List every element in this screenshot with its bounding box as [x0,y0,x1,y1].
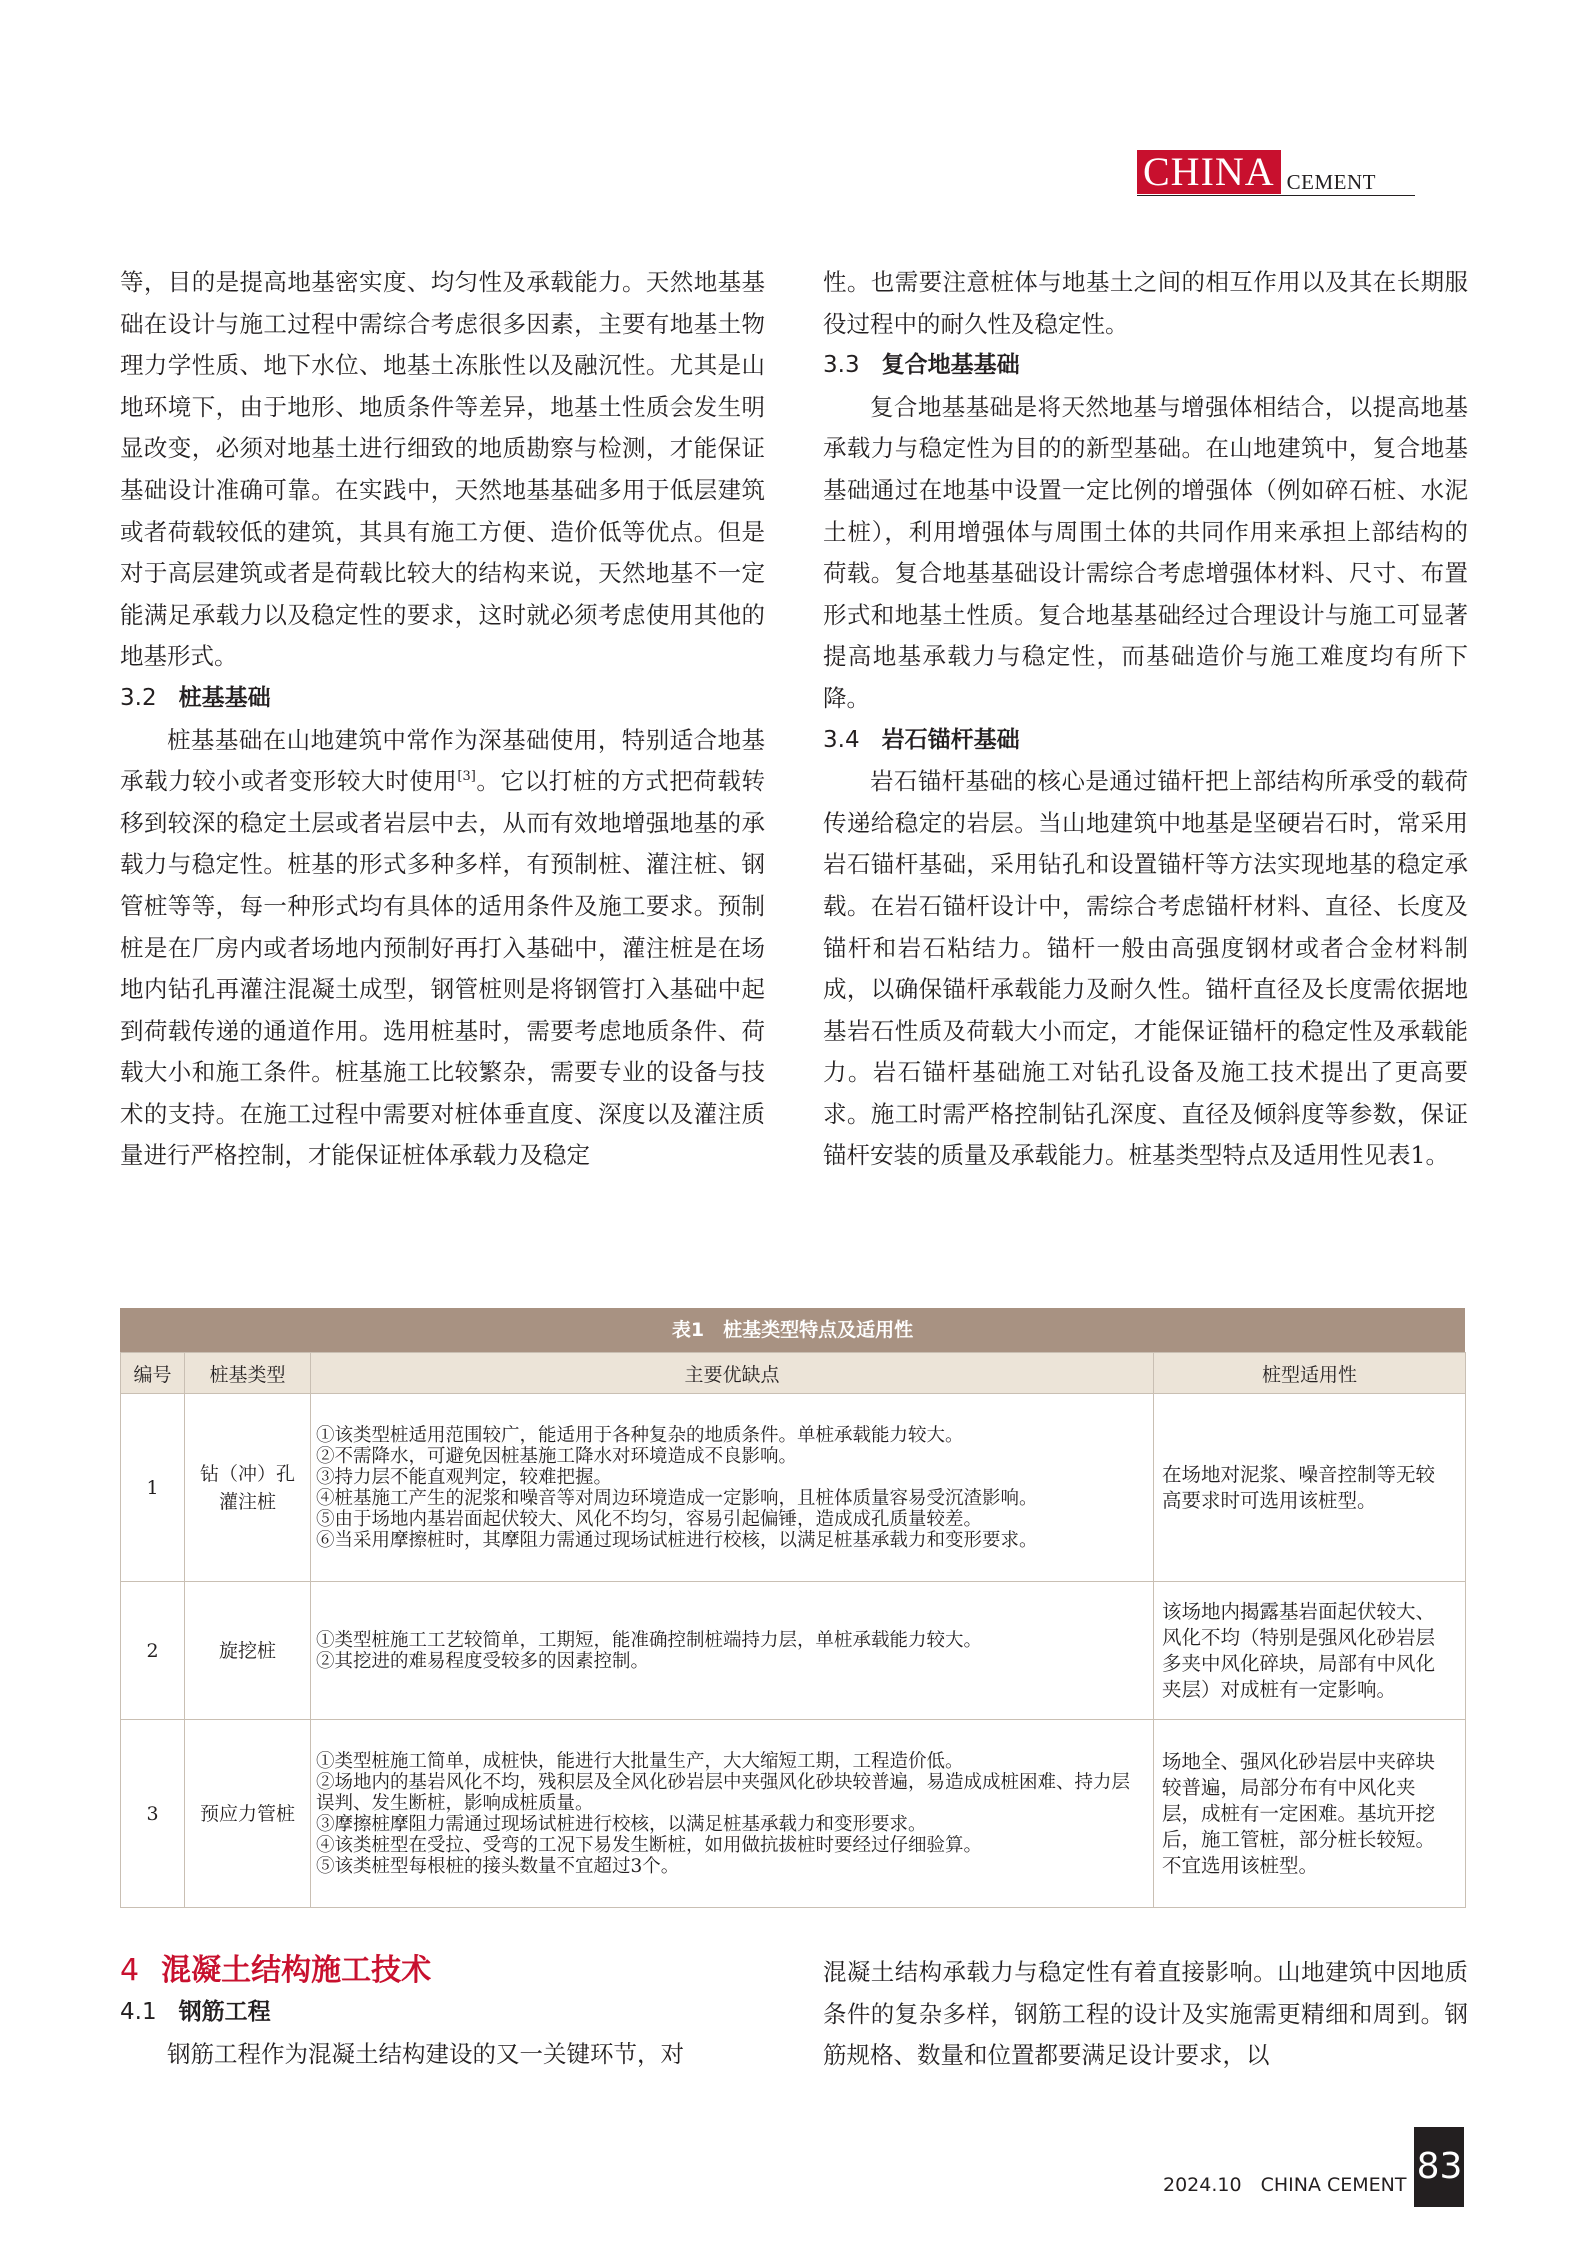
row-number: 2 [121,1582,185,1720]
pile-type-line: 灌注桩 [218,1490,276,1513]
merit-item: ①类型桩施工工艺较简单，工期短，能准确控制桩端持力层，单桩承载能力较大。 [316,1629,983,1651]
section-4-paragraph-right: 混凝土结构承载力与稳定性有着直接影响。山地建筑中因地质条件的复杂多样，钢筋工程的设计及实施需更精细和周到。钢筋规格、数量和位置都要满足设计要求，以 [823,1958,1468,2070]
pile-type-table [120,1308,1465,1908]
section-title: 钢筋工程 [178,1999,271,2025]
masthead-rule [1137,195,1415,196]
section-number: 3.4 [823,726,860,753]
section-heading-3-3 [823,345,1468,387]
header-applicability: 桩型适用性 [1154,1353,1466,1394]
left-paragraph-1: 等，目的是提高地基密实度、均匀性及承载能力。天然地基基础在设计与施工过程中需综合考虑很多因素，主要有地基土物理力学性质、地下水位、地基土冻胀性以及融沉性。尤其是山地环境下，由于地形、地质条件等差异，地基土性质会发生明显改变，必须对地基土进行细致的地质勘察与检测，才能保证基础设计准确可靠。在实践中，天然地基基础多用于低层建筑或者荷载较低的建筑，其具有施工方便、造价低等优点。但是对于高层建筑或者是荷载比较大的结构来说，天然地基不一定能满足承载力以及稳定性的要求，这时就必须考虑使用其他的地基形式。 [120,268,765,671]
footer-issue: 2024.10 CHINA CEMENT [1163,2173,1407,2196]
table-row [121,1394,1466,1582]
masthead [1137,150,1376,194]
merit-item: ②其挖进的难易程度受较多的因素控制。 [316,1650,650,1672]
page-number: 83 [1414,2127,1464,2207]
row-applicability: 场地全、强风化砂岩层中夹碎块较普遍，局部分布有中风化夹层，成桩有一定困难。基坑开挖后，施工管桩，部分桩长较短。不宜选用该桩型。 [1154,1720,1466,1908]
section-heading-3-4 [823,720,1468,762]
row-merits [311,1394,1154,1582]
merit-item: ③摩擦桩摩阻力需通过现场试桩进行校核，以满足桩基承载力和变形要求。 [316,1813,927,1835]
merit-item: ②场地内的基岩风化不均，残积层及全风化砂岩层中夹强风化砂块较普遍，易造成成桩困难、持力层误判、发生断桩，影响成桩质量。 [316,1771,1131,1814]
table-row [121,1582,1466,1720]
row-number: 3 [121,1720,185,1908]
page-footer [1163,2146,1464,2206]
section-title: 混凝土结构施工技术 [161,1953,432,1988]
header-number: 编号 [121,1353,185,1394]
left-paragraph-2 [120,720,765,1178]
table [120,1352,1466,1908]
paragraph-text: 桩基基础在山地建筑中常作为深基础使用，特别适合地基承载力较小或者变形较大时使用 [120,725,765,796]
section-number: 3.3 [823,352,860,379]
row-pile-type [185,1394,311,1582]
merit-item: ⑥当采用摩擦桩时，其摩阻力需通过现场试桩进行校核，以满足桩基承载力和变形要求。 [316,1529,1038,1551]
section-title: 复合地基基础 [881,352,1020,379]
row-merits [311,1720,1154,1908]
section-4-left [120,1950,765,2075]
merit-item: ①类型桩施工简单，成桩快，能进行大批量生产，大大缩短工期，工程造价低。 [316,1750,964,1772]
section-heading-4-1 [120,1992,765,2034]
section-4-right [823,1952,1468,2077]
section-title: 岩石锚杆基础 [881,726,1020,753]
merit-item: ②不需降水，可避免因桩基施工降水对环境造成不良影响。 [316,1445,798,1467]
brand-logo-cement: CEMENT [1286,170,1376,194]
row-pile-type [185,1720,311,1908]
merit-item: ⑤由于场地内基岩面起伏较大、风化不均匀，容易引起偏锤，造成成孔质量较差。 [316,1508,983,1530]
pile-type-line: 旋挖桩 [218,1639,276,1662]
section-number: 4 [120,1953,140,1988]
right-paragraph-1: 性。也需要注意桩体与地基土之间的相互作用以及其在长期服役过程中的耐久性及稳定性。 [823,268,1468,338]
table-row [121,1720,1466,1908]
merit-item: ③持力层不能直观判定，较难把握。 [316,1466,613,1488]
brand-logo-china: CHINA [1137,150,1281,194]
header-pile-type: 桩基类型 [185,1353,311,1394]
section-4-paragraph-left: 钢筋工程作为混凝土结构建设的又一关键环节，对 [167,2039,684,2068]
row-pile-type [185,1582,311,1720]
row-applicability: 在场地对泥浆、噪音控制等无较高要求时可选用该桩型。 [1154,1394,1466,1582]
table-header-row [121,1353,1466,1394]
section-heading-4 [120,1950,765,1992]
merit-item: ④桩基施工产生的泥浆和噪音等对周边环境造成一定影响，且桩体质量容易受沉渣影响。 [316,1487,1038,1509]
citation-ref: [3] [457,769,476,785]
paragraph-text: 。它以打桩的方式把荷载转移到较深的稳定土层或者岩层中去，从而有效地增强地基的承载力与稳定性。桩基的形式多种多样，有预制桩、灌注桩、钢管桩等等，每一种形式均有具体的适用条件及施工要求。预制桩是在厂房内或者场地内预制好再打入基础中，灌注桩是在场地内钻孔再灌注混凝土成型，钢管桩则是将钢管打入基础中起到荷载传递的通道作用。选用桩基时，需要考虑地质条件、荷载大小和施工条件。桩基施工比较繁杂，需要专业的设备与技术的支持。在施工过程中需要对桩体垂直度、深度以及灌注质量进行严格控制，才能保证桩体承载力及稳定 [120,767,766,1170]
right-paragraph-2: 复合地基基础是将天然地基与增强体相结合，以提高地基承载力与稳定性为目的的新型基础。在山地建筑中，复合地基基础通过在地基中设置一定比例的增强体（例如碎石桩、水泥土桩），利用增强体与周围土体的共同作用来承担上部结构的荷载。复合地基基础设计需综合考虑增强体材料、尺寸、布置形式和地基土性质。复合地基基础经过合理设计与施工可显著提高地基承载力与稳定性，而基础造价与施工难度均有所下降。 [823,392,1468,712]
merit-item: ④该类桩型在受拉、受弯的工况下易发生断桩，如用做抗拔桩时要经过仔细验算。 [316,1834,983,1856]
row-applicability: 该场地内揭露基岩面起伏较大、风化不均（特别是强风化砂岩层多夹中风化碎块，局部有中风化夹层）对成桩有一定影响。 [1154,1582,1466,1720]
header-merits: 主要优缺点 [311,1353,1154,1394]
merit-item: ①该类型桩适用范围较广，能适用于各种复杂的地质条件。单桩承载能力较大。 [316,1424,964,1446]
section-title: 桩基基础 [178,684,271,711]
right-paragraph-3: 岩石锚杆基础的核心是通过锚杆把上部结构所承受的载荷传递给稳定的岩层。当山地建筑中地基是坚硬岩石时，常采用岩石锚杆基础，采用钻孔和设置锚杆等方法实现地基的稳定承载。在岩石锚杆设计中，需综合考虑锚杆材料、直径、长度及锚杆和岩石粘结力。锚杆一般由高强度钢材或者合金材料制成，以确保锚杆承载能力及耐久性。锚杆直径及长度需依据地基岩石性质及荷载大小而定，才能保证锚杆的稳定性及承载能力。岩石锚杆基础施工对钻孔设备及施工技术提出了更高要求。施工时需严格控制钻孔深度、直径及倾斜度等参数，保证锚杆安装的质量及承载能力。桩基类型特点及适用性见表1。 [823,767,1468,1170]
row-merits [311,1582,1154,1720]
left-column [120,262,765,1177]
section-heading-3-2 [120,678,765,720]
pile-type-line: 钻（冲）孔 [199,1462,295,1485]
pile-type-line: 预应力管桩 [199,1802,295,1825]
section-number: 4.1 [120,1999,157,2025]
right-column [823,262,1468,1177]
row-number: 1 [121,1394,185,1582]
section-number: 3.2 [120,684,157,711]
merit-item: ⑤该类桩型每根桩的接头数量不宜超过3个。 [316,1855,680,1877]
table-caption: 表1 桩基类型特点及适用性 [120,1308,1465,1352]
